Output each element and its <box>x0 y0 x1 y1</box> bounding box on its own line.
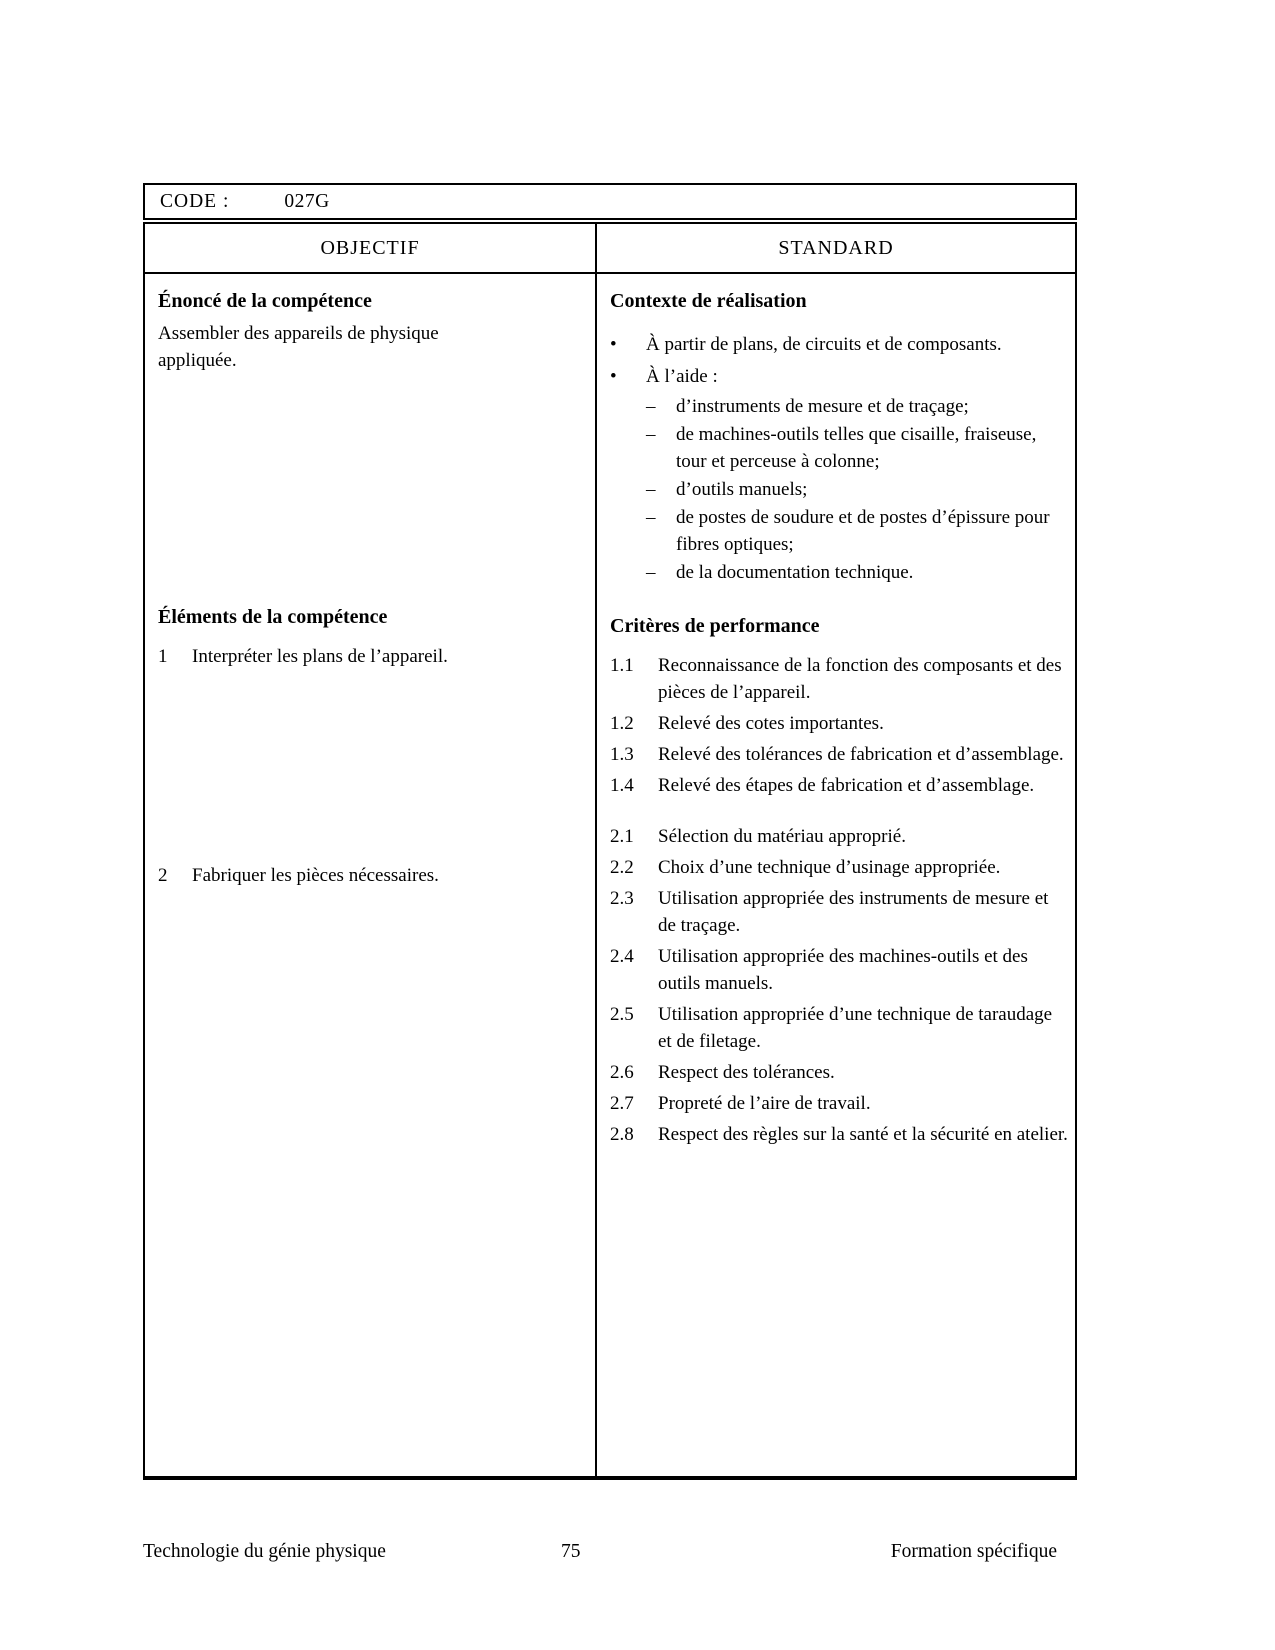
criteria-text: Choix d’une technique d’usinage appropriée. <box>658 857 1001 878</box>
code-label: CODE : <box>160 191 230 212</box>
aide-sub-item <box>646 559 1069 586</box>
criteria-item <box>610 1121 1069 1148</box>
criteria-number: 1.1 <box>610 655 634 676</box>
criteria-group-2 <box>610 823 1069 1148</box>
criteria-text: Propreté de l’aire de travail. <box>658 1093 871 1114</box>
criteria-group-1 <box>610 652 1069 799</box>
criteria-item <box>610 1090 1069 1117</box>
criteria-item <box>610 1059 1069 1086</box>
dash-icon <box>646 393 676 420</box>
bullet-icon <box>610 363 646 390</box>
criteria-number: 2.7 <box>610 1093 634 1114</box>
criteria-text: Sélection du matériau approprié. <box>658 826 906 847</box>
element-number: 2 <box>158 865 168 886</box>
element-number: 1 <box>158 646 168 667</box>
objectif-column <box>145 224 597 1476</box>
criteria-text: Utilisation appropriée des instruments de mesure et de traçage. <box>658 888 1049 936</box>
criteria-item <box>610 885 1069 939</box>
element-item <box>158 643 589 670</box>
dash-icon <box>646 421 676 448</box>
page-number: 75 <box>561 1541 581 1562</box>
aide-sub-item <box>646 421 1069 475</box>
aide-sub-item-text: d’outils manuels; <box>676 479 808 500</box>
aide-sub-item-text: d’instruments de mesure et de traçage; <box>676 396 969 417</box>
criteria-number: 1.4 <box>610 775 634 796</box>
code-row <box>143 183 1077 220</box>
page-footer <box>143 1538 1077 1568</box>
criteria-number: 2.3 <box>610 888 634 909</box>
criteria-text: Utilisation appropriée des machines-outils et des outils manuels. <box>658 946 1028 994</box>
criteria-text: Reconnaissance de la fonction des composants et des pièces de l’appareil. <box>658 655 1062 703</box>
criteres-title: Critères de performance <box>610 615 820 637</box>
element-text: Interpréter les plans de l’appareil. <box>192 646 448 667</box>
context-bullet-item <box>610 363 1069 390</box>
aide-sub-item <box>646 476 1069 503</box>
criteria-number: 1.3 <box>610 744 634 765</box>
aide-sub-item-text: de machines-outils telles que cisaille, fraiseuse, tour et perceuse à colonne; <box>676 424 1037 472</box>
criteria-item <box>610 772 1069 799</box>
criteria-item <box>610 652 1069 706</box>
element-text: Fabriquer les pièces nécessaires. <box>192 865 439 886</box>
criteria-item <box>610 823 1069 850</box>
criteria-text: Utilisation appropriée d’une technique de taraudage et de filetage. <box>658 1004 1053 1052</box>
aide-sub-item-text: de la documentation technique. <box>676 562 914 583</box>
criteria-text: Relevé des cotes importantes. <box>658 713 884 734</box>
criteria-number: 2.5 <box>610 1004 634 1025</box>
aide-sub-item <box>646 504 1069 558</box>
contexte-title: Contexte de réalisation <box>610 290 807 312</box>
criteria-text: Respect des règles sur la santé et la sécurité en atelier. <box>658 1124 1068 1145</box>
criteria-text: Respect des tolérances. <box>658 1062 835 1083</box>
criteria-number: 2.2 <box>610 857 634 878</box>
context-bullet-text: À partir de plans, de circuits et de composants. <box>646 334 1002 355</box>
objectif-header: OBJECTIF <box>145 224 595 274</box>
criteria-text: Relevé des étapes de fabrication et d’assemblage. <box>658 775 1035 796</box>
enonce-text: Assembler des appareils de physique appliquée. <box>158 323 439 371</box>
criteria-number: 2.6 <box>610 1062 634 1083</box>
context-bullet-text: À l’aide : <box>646 366 718 387</box>
footer-document-title: Technologie du génie physique <box>143 1541 386 1562</box>
competency-table <box>143 222 1077 1480</box>
criteria-number: 2.4 <box>610 946 634 967</box>
element-item <box>158 862 589 889</box>
bullet-icon <box>610 331 646 358</box>
criteria-text: Relevé des tolérances de fabrication et d’assemblage. <box>658 744 1064 765</box>
standard-header: STANDARD <box>597 224 1075 274</box>
elements-title: Éléments de la compétence <box>158 606 388 628</box>
criteria-item <box>610 741 1069 768</box>
objectif-body <box>145 274 595 889</box>
aide-sub-list <box>646 393 1069 586</box>
dash-icon <box>646 504 676 531</box>
criteria-number: 1.2 <box>610 713 634 734</box>
criteria-number: 2.1 <box>610 826 634 847</box>
criteria-item <box>610 710 1069 737</box>
aide-sub-item-text: de postes de soudure et de postes d’épissure pour fibres optiques; <box>676 507 1050 555</box>
standard-column <box>597 224 1075 1476</box>
enonce-title: Énoncé de la compétence <box>158 290 372 312</box>
criteria-item <box>610 1001 1069 1055</box>
dash-icon <box>646 559 676 586</box>
context-bullet-item <box>610 331 1069 358</box>
footer-section-label: Formation spécifique <box>890 1541 1057 1562</box>
aide-sub-item <box>646 393 1069 420</box>
criteria-item <box>610 854 1069 881</box>
criteria-number: 2.8 <box>610 1124 634 1145</box>
code-value: 027G <box>284 191 330 212</box>
standard-body <box>597 274 1075 1152</box>
dash-icon <box>646 476 676 503</box>
criteria-item <box>610 943 1069 997</box>
